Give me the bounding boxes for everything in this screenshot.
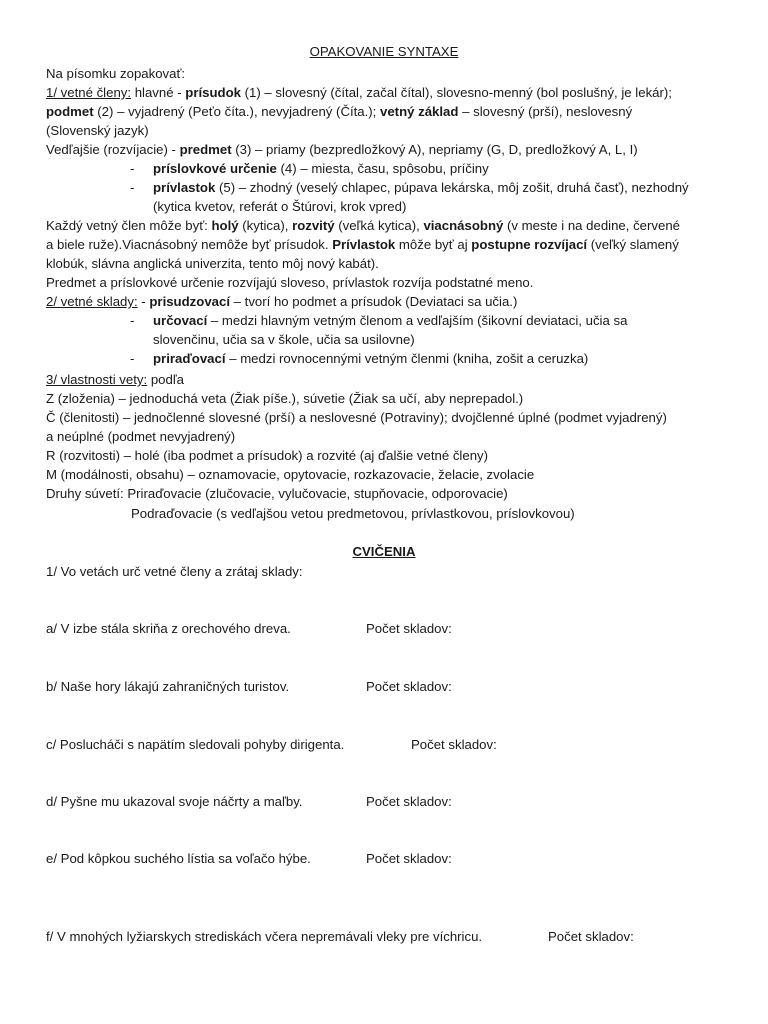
exercise-task: 1/ Vo vetách urč vetné členy a zrátaj sklady: — [46, 564, 303, 579]
section1-line6: prívlastok (5) – zhodný (veselý chlapec, púpava lekárska, môj zošit, druhá časť), nezhodný — [153, 180, 689, 195]
section3-line5: M (modálnosti, obsahu) – oznamovacie, opytovacie, rozkazovacie, želacie, zvolacie — [46, 467, 535, 482]
section3-line4: R (rozvitosti) – holé (iba podmet a prísudok) a rozvité (aj ďalšie vetné členy) — [46, 448, 489, 463]
section1-line3: (Slovenský jazyk) — [46, 123, 149, 138]
section2-line4: priraďovací – medzi rovnocennými vetným členmi (kniha, zošit a ceruzka) — [153, 351, 589, 366]
exercise-count-label: Počet skladov: — [411, 737, 497, 752]
section3-heading: 3/ vlastnosti vety: — [46, 372, 148, 387]
section3-line1: Z (zloženia) – jednoduchá veta (Žiak píše.), súvetie (Žiak sa učí, aby neprepadol.) — [46, 391, 524, 406]
section1-line8: Každý vetný člen môže byť: holý (kytica), rozvitý (veľká kytica), viacnásobný (v meste i na dedine, červené — [46, 218, 681, 233]
intro-line: Na písomku zopakovať: — [46, 66, 186, 81]
section2-line3: slovenčinu, učia sa v škole, učia sa usilovne) — [153, 332, 415, 347]
exercise-count-label: Počet skladov: — [548, 929, 634, 944]
exercise-item-a: a/ V izbe stála skriňa z orechového dreva. — [46, 621, 291, 636]
exercise-item-f: f/ V mnohých lyžiarskych strediskách včera nepremávali vleky pre víchricu. — [46, 929, 483, 944]
exercise-item-c: c/ Poslucháči s napätím sledovali pohyby dirigenta. — [46, 737, 345, 752]
section1-line1: 1/ vetné členy: hlavné - prísudok (1) – slovesný (čítal, začal čítal), slovesno-menný (bol poslušný, je lekár); — [46, 85, 672, 100]
bullet-dash: - — [130, 351, 135, 366]
section1-line5: príslovkové určenie (4) – miesta, času, spôsobu, príčiny — [153, 161, 489, 176]
section3-line3: a neúplné (podmet nevyjadrený) — [46, 429, 236, 444]
exercise-item-d: d/ Pyšne mu ukazoval svoje náčrty a maľby. — [46, 794, 303, 809]
exercises-heading: CVIČENIA — [352, 544, 416, 559]
bullet-dash: - — [130, 313, 135, 328]
exercise-count-label: Počet skladov: — [366, 621, 452, 636]
section2-line2: určovací – medzi hlavným vetným členom a vedľajším (šikovní deviataci, učia sa — [153, 313, 628, 328]
section2-heading: 2/ vetné sklady: — [46, 294, 138, 309]
exercise-count-label: Počet skladov: — [366, 794, 452, 809]
exercise-count-label: Počet skladov: — [366, 679, 452, 694]
section1-line9: a biele ruže).Viacnásobný nemôže byť prísudok. Prívlastok môže byť aj postupne rozvíjací (veľký slamený — [46, 237, 679, 252]
exercise-item-b: b/ Naše hory lákajú zahraničných turistov. — [46, 679, 290, 694]
section1-line11: Predmet a príslovkové určenie rozvíjajú sloveso, prívlastok rozvíja podstatné meno. — [46, 275, 534, 290]
section3-line6: Druhy súvetí: Priraďovacie (zlučovacie, vylučovacie, stupňovacie, odporovacie) — [46, 486, 508, 501]
bullet-dash: - — [130, 180, 135, 195]
section1-line10: klobúk, slávna anglická univerzita, tento môj nový kabát). — [46, 256, 379, 271]
bullet-dash: - — [130, 161, 135, 176]
exercise-item-e: e/ Pod kôpkou suchého lístia sa voľačo hýbe. — [46, 851, 311, 866]
section3-line2: Č (členitosti) – jednočlenné slovesné (prší) a neslovesné (Potraviny); dvojčlenné úplné (podmet vyjadrený) — [46, 410, 667, 425]
section1-line4: Vedľajšie (rozvíjacie) - predmet (3) – priamy (bezpredložkový A), nepriamy (G, D, predložkový A, L, I) — [46, 142, 638, 157]
section3-line0: 3/ vlastnosti vety: podľa — [46, 372, 185, 387]
section1-line7: (kytica kvetov, referát o Štúrovi, krok vpred) — [153, 199, 407, 214]
section2-line1: 2/ vetné sklady: - prisudzovací – tvorí ho podmet a prísudok (Deviataci sa učia.) — [46, 294, 518, 309]
section1-line2: podmet (2) – vyjadrený (Peťo číta.), nevyjadrený (Číta.); vetný základ – slovesný (prší), neslovesný — [46, 104, 633, 119]
page-title: OPAKOVANIE SYNTAXE — [309, 44, 459, 59]
exercise-count-label: Počet skladov: — [366, 851, 452, 866]
section1-heading: 1/ vetné členy: — [46, 85, 132, 100]
section3-line7: Podraďovacie (s vedľajšou vetou predmetovou, prívlastkovou, príslovkovou) — [131, 506, 575, 521]
